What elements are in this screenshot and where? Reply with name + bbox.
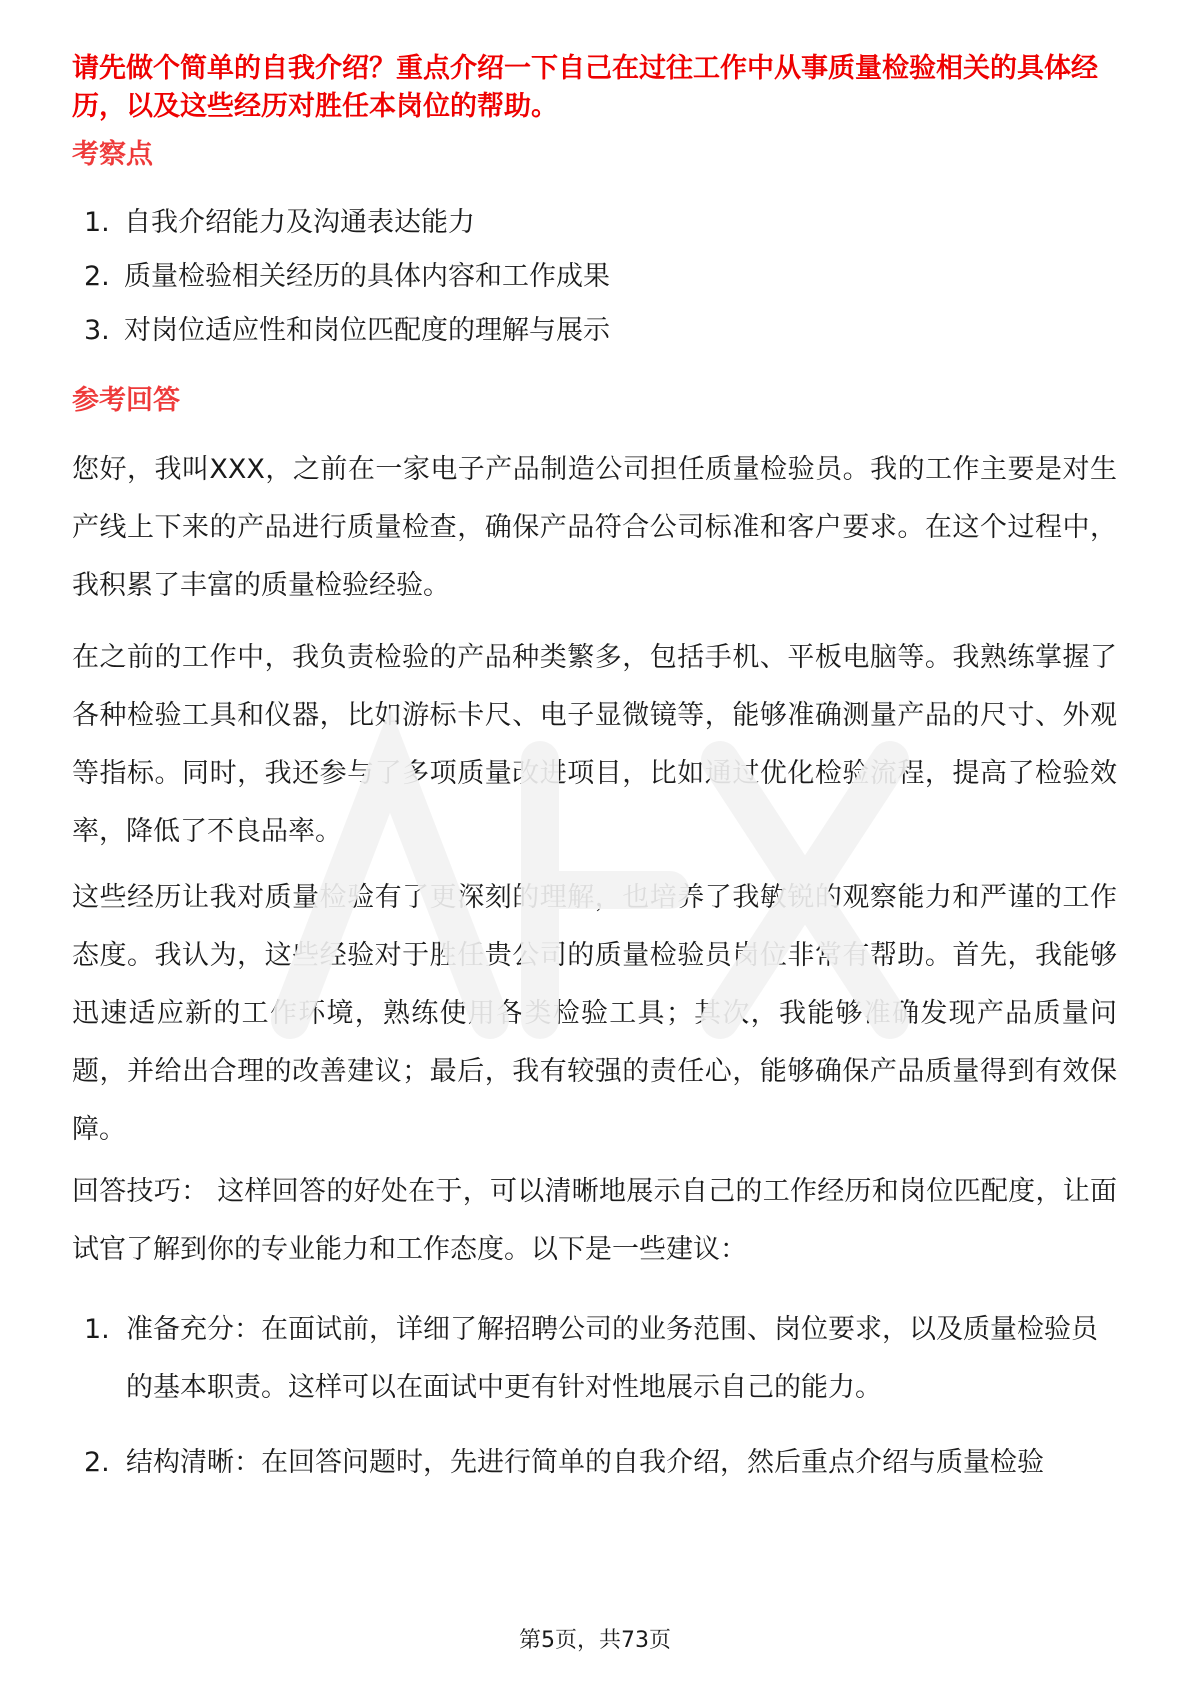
point-item [84, 194, 1124, 252]
tip-item [84, 1434, 1117, 1492]
answer-paragraph: 在之前的工作中，我负责检验的产品种类繁多，包括手机、平板电脑等。我熟练掌握了各种检验工具和仪器，比如游标卡尺、电子显微镜等，能够准确测量产品的尺寸、外观等指标。同时，我还参与了多项质量改进项目，比如通过优化检验流程，提高了检验效率，降低了不良品率。 [72, 642, 1117, 847]
point-text: 自我介绍能力及沟通表达能力 [124, 207, 475, 238]
tip-text: 结构清晰：在回答问题时，先进行简单的自我介绍，然后重点介绍与质量检验 [126, 1447, 1044, 1478]
page-footer: 第5页，共73页 [519, 1628, 671, 1653]
point-item [84, 248, 1124, 306]
point-number: 1. [84, 207, 110, 238]
point-text: 质量检验相关经历的具体内容和工作成果 [124, 261, 610, 292]
answer-paragraph: 这些经历让我对质量检验有了更深刻的理解，也培养了我敏锐的观察能力和严谨的工作态度。我认为，这些经验对于胜任贵公司的质量检验员岗位非常有帮助。首先，我能够迅速适应新的工作环境，熟练使用各类检验工具；其次，我能够准确发现产品质量问题，并给出合理的改善建议；最后，我有较强的责任心，能够确保产品质量得到有效保障。 [72, 882, 1117, 1145]
tip-number: 2. [84, 1447, 110, 1478]
point-item [84, 302, 1124, 360]
answer-paragraph: 您好，我叫XXX，之前在一家电子产品制造公司担任质量检验员。我的工作主要是对生产线上下来的产品进行质量检查，确保产品符合公司标准和客户要求。在这个过程中，我积累了丰富的质量检验经验。 [72, 454, 1117, 601]
point-number: 2. [84, 261, 110, 292]
answer-tips-intro: 回答技巧： 这样回答的好处在于，可以清晰地展示自己的工作经历和岗位匹配度，让面试官了解到你的专业能力和工作态度。以下是一些建议： [72, 1176, 1117, 1265]
tip-number: 1. [84, 1314, 110, 1345]
points-heading: 考察点 [72, 139, 153, 170]
tip-text: 准备充分：在面试前，详细了解招聘公司的业务范围、岗位要求，以及质量检验员的基本职责。这样可以在面试中更有针对性地展示自己的能力。 [126, 1314, 1098, 1403]
point-text: 对岗位适应性和岗位匹配度的理解与展示 [124, 315, 610, 346]
tip-item [84, 1301, 1117, 1417]
answer-heading: 参考回答 [72, 385, 180, 416]
question-text: 请先做个简单的自我介绍？重点介绍一下自己在过往工作中从事质量检验相关的具体经历，以及这些经历对胜任本岗位的帮助。 [72, 53, 1098, 122]
point-number: 3. [84, 315, 110, 346]
